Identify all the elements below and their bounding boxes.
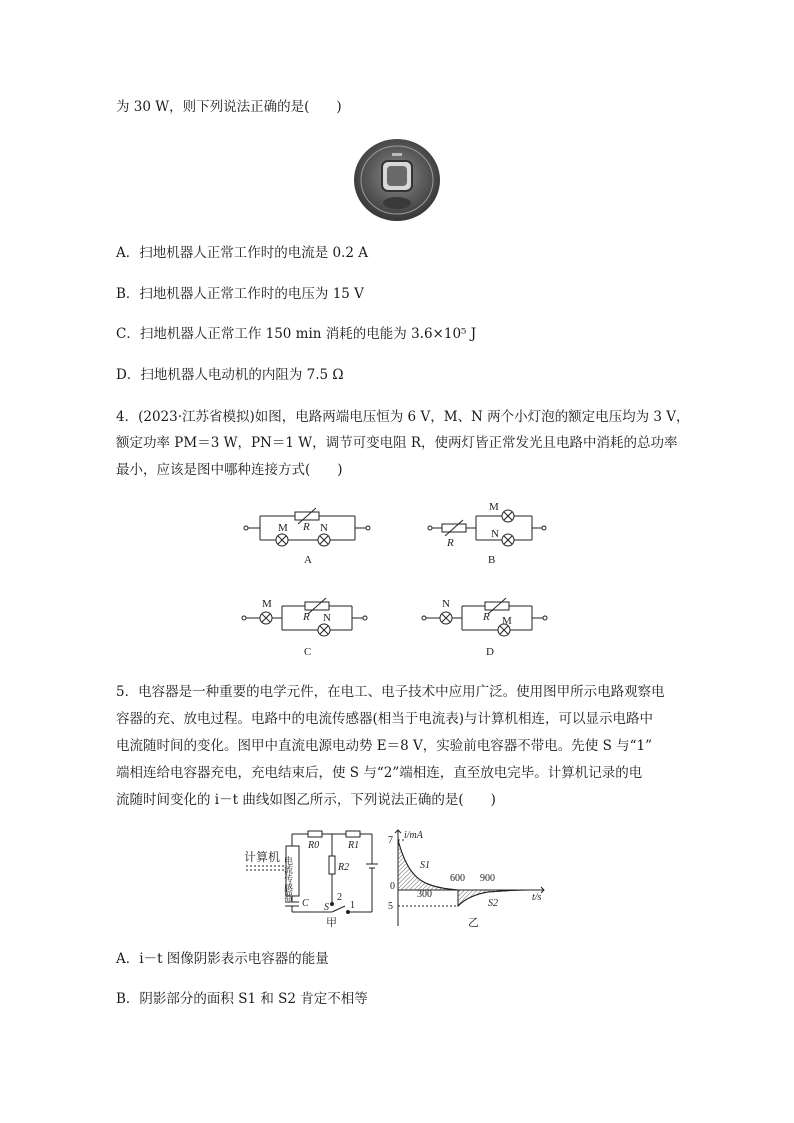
figure-c-label: C [304,646,312,658]
computer-label: 计算机 [244,850,281,864]
figure-b-label: B [488,554,496,566]
lamp-m-label: M [262,598,272,610]
sensor-label: 电流传感器 [283,856,293,901]
s1-label: S1 [420,860,430,871]
circuit-a [244,508,370,566]
q4-circuit-figures [240,500,550,665]
resistor-label: R [303,611,310,623]
lamp-n-label: N [323,612,331,624]
x-tick-300: 300 [417,889,432,900]
question-3-stem-tail: 为 30 W，则下列说法正确的是( ) [116,99,342,115]
lamp-n-label: N [491,528,499,540]
q5-graph-yi [384,826,550,930]
switch-label: S [324,902,329,913]
x-tick-600: 600 [450,873,465,884]
question-4-line-2: 额定功率 PM＝3 W，PN＝1 W，调节可变电阻 R，使两灯皆正常发光且电路中消耗的总功率 [116,435,678,451]
question-5-line-2: 容器的充、放电过程。电路中的电流传感器(相当于电流表)与计算机相连，可以显示电路中 [116,711,654,727]
lamp-n-label: N [442,598,450,610]
q5-circuit-jia [244,826,380,930]
question-5-line-1: 5．电容器是一种重要的电学元件，在电工、电子技术中应用广泛。使用图甲所示电路观察电 [116,684,665,700]
s2-label: S2 [488,898,498,909]
r2-label: R2 [338,862,350,873]
capacitor-label: C [302,898,309,909]
resistor-label: R [483,611,490,623]
question-4-line-1: 4．(2023·江苏省模拟)如图，电路两端电压恒为 6 V，M、N 两个小灯泡的额定电压均为 3 V， [116,409,690,425]
circuit-b [428,501,546,566]
r1-label: R1 [348,840,360,851]
option-b: B．扫地机器人正常工作时的电压为 15 V [116,286,364,302]
x-tick-900: 900 [480,873,495,884]
lamp-n-label: N [320,522,328,534]
origin-label: 0 [390,881,395,892]
lamp-m-label: M [278,522,288,534]
robot-vacuum-image [352,137,442,223]
lamp-m-label: M [502,615,512,627]
question-5-line-4: 端相连给电容器充电，充电结束后，使 S 与“2”端相连，直至放电完毕。计算机记录的电 [116,765,643,781]
question-5-line-5: 流随时间变化的 i－t 曲线如图乙所示，下列说法正确的是( ) [116,792,496,808]
question-4-line-3: 最小，应该是图中哪种连接方式( ) [116,462,343,478]
y-bottom-label: 5 [388,901,393,912]
question-5-line-3: 电流随时间的变化。图甲中直流电源电动势 E＝8 V，实验前电容器不带电。先使 S 与“1” [116,738,652,754]
resistor-label: R [303,521,310,533]
lamp-m-label: M [489,501,499,513]
figure-d-label: D [486,646,494,658]
q5-option-b: B．阴影部分的面积 S1 和 S2 肯定不相等 [116,991,368,1007]
option-a: A．扫地机器人正常工作时的电流是 0.2 A [116,245,369,261]
ylabel: i/mA [404,830,423,841]
q5-option-a: A．i－t 图像阴影表示电容器的能量 [116,951,329,967]
jia-caption: 甲 [326,917,337,929]
xlabel: t/s [532,892,542,903]
r0-label: R0 [308,840,320,851]
option-c: C．扫地机器人正常工作 150 min 消耗的电能为 3.6×10⁵ J [116,326,477,342]
resistor-label: R [447,537,454,549]
figure-a-label: A [304,554,312,566]
pos-1-label: 1 [350,900,355,911]
circuit-d [422,598,547,658]
y-top-label: 7 [388,835,393,846]
circuit-c [242,598,367,658]
yi-caption: 乙 [468,917,479,929]
option-d: D．扫地机器人电动机的内阻为 7.5 Ω [116,367,344,383]
pos-2-label: 2 [337,892,342,903]
